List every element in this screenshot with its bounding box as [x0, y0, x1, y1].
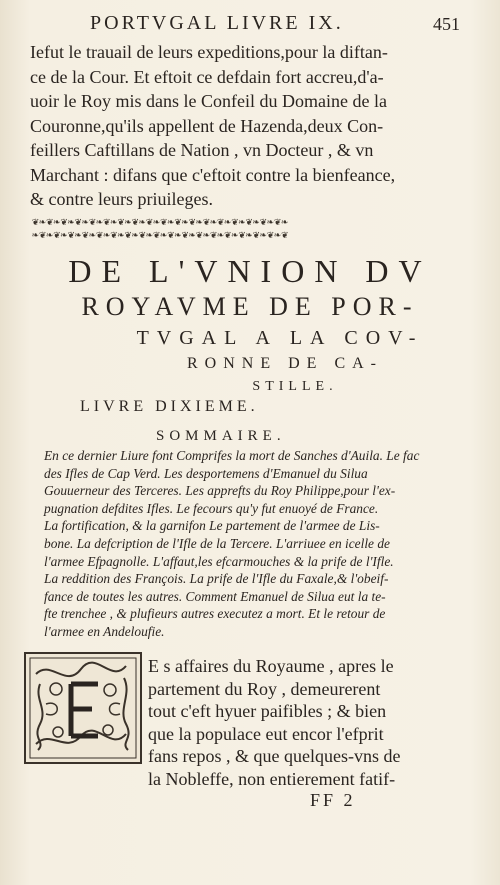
summary-paragraph: [44, 447, 480, 641]
title-line: ROYAVME DE POR-: [81, 292, 419, 321]
book-heading: LIVRE DIXIEME.: [80, 398, 259, 415]
chapter-title: [20, 252, 480, 398]
running-head: PORTVGAL LIVRE IX.: [90, 12, 344, 34]
title-line: TVGAL A LA COV-: [136, 327, 424, 349]
body-line: que la populace eut encor l'efprit: [148, 723, 384, 744]
summary-line: pugnation defdites Ifles. Le fecours qu'y fut enuoyé de France.: [44, 500, 379, 516]
summary-line: bone. La defcription de l'Ifle de la Tercere. L'arriuee en icelle de: [44, 535, 390, 551]
body-line: Iefut le trauail de leurs expeditions,pour la diftan-: [30, 42, 388, 62]
opening-paragraph: [148, 655, 430, 790]
title-line: RONNE DE CA-: [187, 355, 383, 372]
body-line: Couronne,qu'ils appellent de Hazenda,deux Con-: [30, 115, 384, 136]
summary-line: fance de toutes les autres. Comment Emanuel de Silua eut la te-: [44, 588, 386, 604]
summary-line: l'armee en Andeloufie.: [44, 623, 165, 639]
body-line: fans repos , & que quelques-vns de: [148, 746, 401, 766]
body-line: feillers Caftillans de Nation , vn Docteur , & vn: [30, 140, 374, 160]
summary-line: fte trenchee , & plufieurs autres executez a mort. Et le retour de: [44, 606, 386, 622]
body-line: & contre leurs priuileges.: [30, 189, 213, 209]
body-line: Marchant : difans que c'eftoit contre la bienfeance,: [30, 164, 396, 185]
summary-line: La fortification, & la garnifon Le partement de l'armee de Lis-: [44, 518, 380, 534]
summary-line: La reddition des François. La prife de l'Ifle du Faxale,& l'obeif-: [44, 571, 389, 587]
title-line: DE L'VNION DV: [68, 253, 432, 289]
body-line: partement du Roy , demeurerent: [148, 678, 381, 699]
body-line: uoir le Roy mis dans le Confeil du Domaine de la: [30, 91, 387, 111]
summary-line: En ce dernier Liure font Comprifes la mort de Sanches d'Auila. Le fac: [44, 448, 420, 463]
summary-line: des Ifles de Cap Verd. Les desportemens d'Emanuel du Silua: [44, 465, 368, 481]
body-paragraph: [30, 40, 475, 212]
title-line: STILLE.: [252, 379, 338, 394]
summary-line: Gouuerneur des Terceres. Les apprefts du Roy Philippe,pour l'ex-: [44, 483, 396, 499]
body-line: la Nobleffe, non entierement fatif-: [148, 768, 396, 789]
body-line: E s affaires du Royaume , apres le: [148, 656, 394, 676]
summary-heading: SOMMAIRE.: [156, 428, 286, 444]
page-number: 451: [433, 14, 460, 34]
decorated-initial-icon: [24, 652, 142, 764]
body-line: tout c'eft hyuer paifibles ; & bien: [148, 701, 387, 721]
page-header: [40, 12, 460, 38]
signature-mark: FF 2: [310, 790, 356, 810]
ornamental-border: ❦❧❦❧❦❧❦❧❦❧❦❧❦❧❦❧❦❧❦❧❦❧❦❧❦❧❦❧❦❧❦❧❦❧❦❧ ❧❦❧❦❧❦❧❦❧❦❧❦❧❦❧❦❧❦❧❦❧❦❧❦❧❦❧❦❧❦❧❦❧❦❧❦: [32, 216, 289, 241]
body-line: ce de la Cour. Et eftoit ce defdain fort accreu,d'a-: [30, 66, 384, 87]
summary-line: l'armee Efpagnolle. L'affaut,les efcarmouches & la prife de l'Ifle.: [44, 553, 394, 569]
